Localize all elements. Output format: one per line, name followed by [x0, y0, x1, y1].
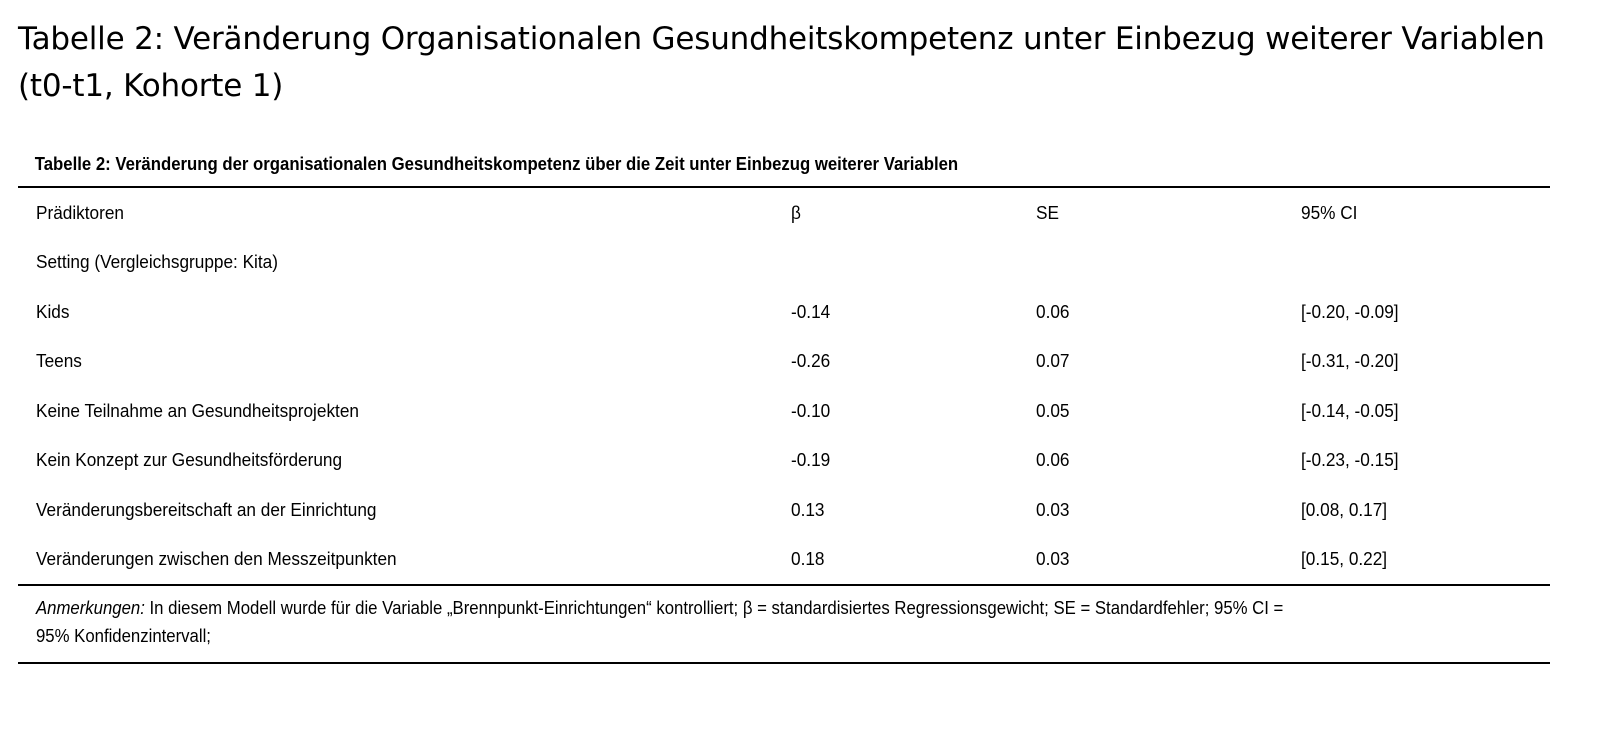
- regression-table: [18, 150, 1550, 664]
- cell-beta: 0.13: [791, 498, 825, 520]
- cell-beta: -0.10: [791, 399, 831, 421]
- page-title-line-2: (t0-t1, Kohorte 1): [18, 68, 284, 104]
- table-caption-number: Tabelle 2: [34, 154, 106, 174]
- table-row: [18, 386, 1550, 436]
- cell-beta: -0.26: [791, 350, 831, 372]
- group-row: [18, 238, 1550, 288]
- cell-beta: 0.18: [791, 548, 825, 570]
- header-beta: β: [791, 201, 801, 223]
- cell-se: 0.07: [1036, 350, 1070, 372]
- cell-ci: [0.08, 0.17]: [1301, 498, 1388, 520]
- data-table: [18, 188, 1550, 584]
- cell-ci: [-0.31, -0.20]: [1301, 350, 1399, 372]
- notes-label: Anmerkungen:: [36, 598, 145, 618]
- table-caption: [18, 150, 1443, 186]
- table-row: [18, 436, 1550, 486]
- page-title-line-1: Tabelle 2: Veränderung Organisationalen Gesundheitskompetenz unter Einbezug weiterer Variablen: [18, 21, 1545, 57]
- header-se: SE: [1036, 201, 1059, 223]
- cell-ci: [0.15, 0.22]: [1301, 548, 1388, 570]
- header-row: [18, 188, 1550, 238]
- header-ci: 95% CI: [1301, 201, 1358, 223]
- notes-line-2: 95% Konfidenzintervall;: [36, 626, 211, 646]
- cell-se: 0.03: [1036, 498, 1070, 520]
- table-row: [18, 535, 1550, 585]
- table-notes: [18, 586, 1550, 662]
- cell-beta: -0.14: [791, 300, 831, 322]
- notes-line-1: [36, 594, 1444, 622]
- table-row: [18, 287, 1550, 337]
- cell-predictor: Veränderungsbereitschaft an der Einrichtung: [36, 498, 377, 520]
- final-rule: [18, 662, 1550, 664]
- cell-se: 0.06: [1036, 449, 1070, 471]
- cell-predictor: Keine Teilnahme an Gesundheitsprojekten: [36, 399, 359, 421]
- cell-beta: -0.19: [791, 449, 831, 471]
- cell-predictor: Veränderungen zwischen den Messzeitpunkten: [36, 548, 397, 570]
- cell-predictor: Teens: [36, 350, 82, 372]
- cell-predictor: Kids: [36, 300, 70, 322]
- cell-predictor: Kein Konzept zur Gesundheitsförderung: [36, 449, 343, 471]
- group-label: Setting (Vergleichsgruppe: Kita): [36, 251, 278, 273]
- cell-se: 0.05: [1036, 399, 1070, 421]
- table-row: [18, 485, 1550, 535]
- cell-se: 0.03: [1036, 548, 1070, 570]
- table-caption-text: : Veränderung der organisationalen Gesundheitskompetenz über die Zeit unter Einbezug weiterer Variablen: [105, 154, 959, 174]
- cell-ci: [-0.14, -0.05]: [1301, 399, 1399, 421]
- table-row: [18, 337, 1550, 387]
- page-title: [18, 16, 1578, 110]
- notes-text-1: In diesem Modell wurde für die Variable „Brennpunkt-Einrichtungen“ kontrolliert; β = standardisiertes Regressionsgewicht; SE = Standardfehler; 95% CI =: [144, 598, 1284, 618]
- cell-ci: [-0.23, -0.15]: [1301, 449, 1399, 471]
- cell-ci: [-0.20, -0.09]: [1301, 300, 1399, 322]
- header-predictors: Prädiktoren: [36, 201, 124, 223]
- cell-se: 0.06: [1036, 300, 1070, 322]
